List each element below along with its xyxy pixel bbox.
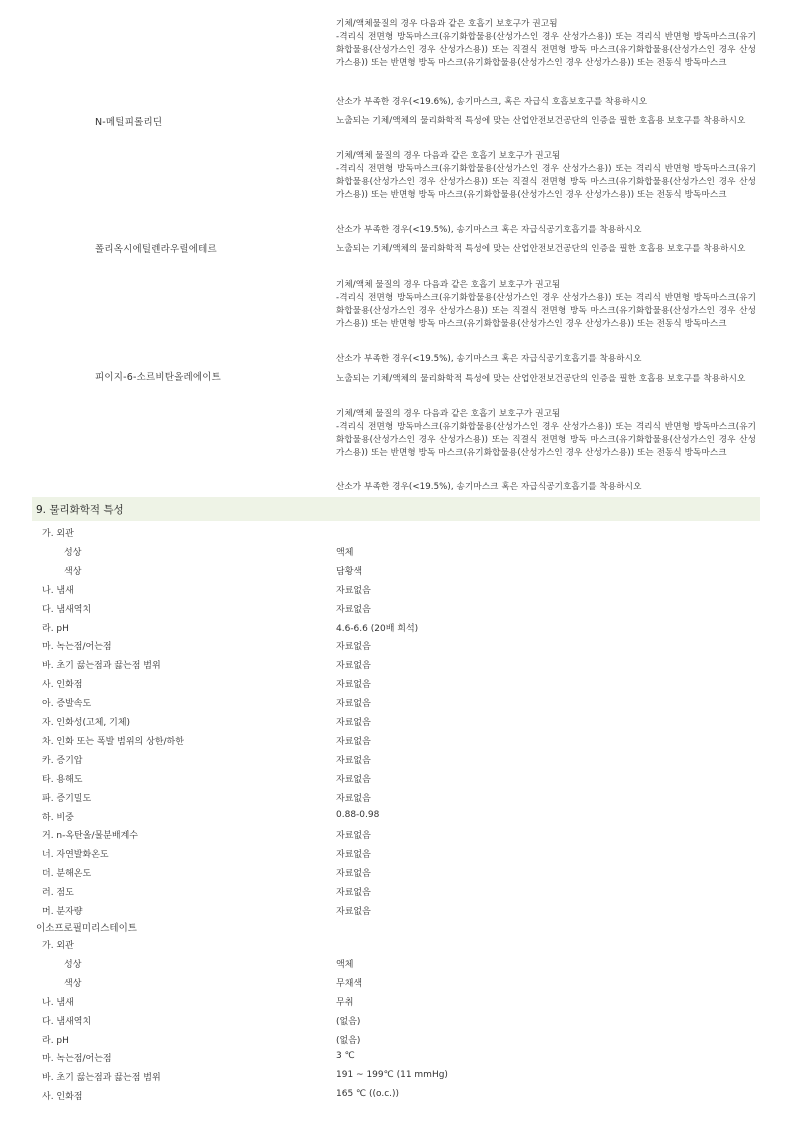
oxygen-deficiency-text: 산소가 부족한 경우(<19.5%), 송기마스크 혹은 자급식공기호흡기를 착용하시오 <box>336 225 642 235</box>
respirator-recommendation-text: 기체/액체 물질의 경우 다음과 같은 호흡기 보호구가 권고됨 -격리식 전면형 방독마스크(유기화합물용(산성가스인 경우 산성가스용)) 또는 격리식 반면형 방독마스크(유기화합물용(산성가스인 경우 산성가스용)) 또는 직결식 전면형 방독 마스크(유기화합물용(산성가스인 경우 산성가스용)) 또는 반면형 방독 마스크(유기화합물용(산성가스인 경우 산성가스용)) 또는 전동식 방독마스크 <box>336 409 756 458</box>
property-row <box>0 677 794 693</box>
property-value: 자료없음 <box>336 718 371 728</box>
property-label: 나. 냄새 <box>42 997 74 1008</box>
property-row <box>0 696 794 712</box>
property-label: 다. 냄새역치 <box>42 604 92 615</box>
property-row <box>0 957 794 973</box>
property-value: 액체 <box>336 959 354 970</box>
property-value: 자료없음 <box>336 831 371 842</box>
property-value: (없음) <box>336 1016 361 1027</box>
certified-respirator-text: 노출되는 기체/액체의 물리화학적 특성에 맞는 산업안전보건공단의 인증을 필한 호흡용 보호구를 착용하시오 <box>336 374 746 384</box>
property-label: 하. 비중 <box>42 812 74 823</box>
property-label: 다. 냄새역치 <box>42 1016 92 1027</box>
property-value: 자료없음 <box>336 907 371 917</box>
property-value: 자료없음 <box>336 585 371 596</box>
respirator-recommendation-text: 기체/액체물질의 경우 다음과 같은 호흡기 보호구가 권고됨 -격리식 전면형 방독마스크(유기화합물용(산성가스인 경우 산성가스용)) 또는 격리식 반면형 방독마스크(유기화합물용(산성가스인 경우 산성가스용)) 또는 직결식 전면형 방독 마스크(유기화합물용(산성가스인 경우 산성가스용)) 또는 반면형 방독 마스크(유기화합물용(산성가스인 경우 산성가스용)) 또는 전동식 방독마스크 <box>336 19 756 68</box>
property-row <box>0 545 794 561</box>
property-label: 머. 분자량 <box>42 907 83 917</box>
property-row <box>0 1070 794 1086</box>
property-row <box>0 564 794 580</box>
property-label: 바. 초기 끓는점과 끓는점 범위 <box>42 661 161 672</box>
property-row <box>0 1014 794 1030</box>
property-label: 가. 외관 <box>42 529 74 539</box>
property-label: 사. 인화점 <box>42 680 83 691</box>
property-label: 카. 증기압 <box>42 755 83 766</box>
property-label: 색상 <box>64 978 82 989</box>
property-row <box>0 938 794 954</box>
property-label: 라. pH <box>42 623 69 634</box>
chemical-name: 피이지-6-소르비탄올레에이트 <box>95 372 222 383</box>
property-value: 자료없음 <box>336 699 371 710</box>
chemical-name: 폴리옥시에틸렌라우릴에테르 <box>95 244 217 255</box>
property-value: 자료없음 <box>336 774 371 785</box>
property-label: 마. 녹는점/어는점 <box>42 642 112 653</box>
property-label: 러. 점도 <box>42 888 74 899</box>
respirator-recommendation-text: 기체/액체 물질의 경우 다음과 같은 호흡기 보호구가 권고됨 -격리식 전면형 방독마스크(유기화합물용(산성가스인 경우 산성가스용)) 또는 격리식 반면형 방독마스크(유기화합물용(산성가스인 경우 산성가스용)) 또는 직결식 전면형 방독 마스크(유기화합물용(산성가스인 경우 산성가스용)) 또는 반면형 방독 마스크(유기화합물용(산성가스인 경우 산성가스용)) 또는 전동식 방독마스크 <box>336 151 756 200</box>
oxygen-deficiency-text: 산소가 부족한 경우(<19.6%), 송기마스크, 혹은 자급식 호흡보호구를 착용하시오 <box>336 97 648 107</box>
property-value: 165 ℃ ((o.c.)) <box>336 1089 400 1100</box>
certified-respirator-text: 노출되는 기체/액체의 물리화학적 특성에 맞는 산업안전보건공단의 인증을 필한 호흡용 보호구를 착용하시오 <box>336 116 746 126</box>
property-value: 자료없음 <box>336 736 371 747</box>
property-row <box>0 639 794 655</box>
property-row <box>0 734 794 750</box>
property-row <box>0 1051 794 1067</box>
property-label: 마. 녹는점/어는점 <box>42 1054 112 1065</box>
oxygen-deficiency-text: 산소가 부족한 경우(<19.5%), 송기마스크 혹은 자급식공기호흡기를 착용하시오 <box>336 482 642 492</box>
property-label: 바. 초기 끓는점과 끓는점 범위 <box>42 1073 161 1084</box>
property-row <box>0 1089 794 1105</box>
property-value: 자료없음 <box>336 755 371 766</box>
property-value: 자료없음 <box>336 869 371 880</box>
property-label: 더. 분해온도 <box>42 869 92 880</box>
property-value: 자료없음 <box>336 793 371 804</box>
property-label: 가. 외관 <box>42 941 74 951</box>
property-row <box>0 976 794 992</box>
property-label: 성상 <box>64 959 82 970</box>
substance-heading: 이소프로필미리스테이트 <box>36 923 137 934</box>
property-label: 타. 용해도 <box>42 774 83 785</box>
property-value: 담황색 <box>336 566 363 577</box>
property-row <box>0 526 794 542</box>
property-row <box>0 753 794 769</box>
property-label: 나. 냄새 <box>42 585 74 596</box>
property-value: 자료없음 <box>336 680 371 691</box>
property-row <box>0 621 794 637</box>
property-label: 차. 인화 또는 폭발 범위의 상한/하한 <box>42 736 184 747</box>
property-row <box>0 715 794 731</box>
property-value: 자료없음 <box>336 661 371 672</box>
property-value: 자료없음 <box>336 604 371 615</box>
property-value: 자료없음 <box>336 850 371 861</box>
property-value: (없음) <box>336 1035 361 1046</box>
property-value: 191 ~ 199℃ (11 mmHg) <box>336 1070 448 1081</box>
property-label: 너. 자연발화온도 <box>42 850 109 861</box>
property-row <box>0 828 794 844</box>
property-label: 색상 <box>64 566 82 577</box>
property-label: 성상 <box>64 547 82 558</box>
property-label: 파. 증기밀도 <box>42 793 92 804</box>
property-label: 자. 인화성(고체, 기체) <box>42 718 131 728</box>
certified-respirator-text: 노출되는 기체/액체의 물리화학적 특성에 맞는 산업안전보건공단의 인증을 필한 호흡용 보호구를 착용하시오 <box>336 244 746 254</box>
property-label: 거. n-옥탄올/물분배계수 <box>42 831 138 842</box>
property-label: 라. pH <box>42 1035 69 1046</box>
chemical-name: N-메틸피롤리딘 <box>95 117 163 128</box>
property-label: 사. 인화점 <box>42 1092 83 1103</box>
property-row <box>0 583 794 599</box>
property-row <box>0 866 794 882</box>
property-row <box>0 810 794 826</box>
property-value: 4.6-6.6 (20배 희석) <box>336 623 419 634</box>
property-value: 3 ℃ <box>336 1051 355 1062</box>
property-row <box>0 847 794 863</box>
section-header <box>32 497 760 521</box>
property-value: 0.88-0.98 <box>336 809 380 820</box>
property-row <box>0 658 794 674</box>
property-label: 아. 증발속도 <box>42 699 92 710</box>
oxygen-deficiency-text: 산소가 부족한 경우(<19.5%), 송기마스크 혹은 자급식공기호흡기를 착용하시오 <box>336 354 642 364</box>
section-title: 9. 물리화학적 특성 <box>36 504 124 516</box>
property-row <box>0 885 794 901</box>
property-value: 자료없음 <box>336 642 371 653</box>
property-value: 액체 <box>336 547 354 558</box>
property-row <box>0 904 794 920</box>
property-value: 무채색 <box>336 978 363 989</box>
property-row <box>0 772 794 788</box>
property-row <box>0 791 794 807</box>
property-row <box>0 602 794 618</box>
respirator-recommendation-text: 기체/액체 물질의 경우 다음과 같은 호흡기 보호구가 권고됨 -격리식 전면형 방독마스크(유기화합물용(산성가스인 경우 산성가스용)) 또는 격리식 반면형 방독마스크(유기화합물용(산성가스인 경우 산성가스용)) 또는 직결식 전면형 방독 마스크(유기화합물용(산성가스인 경우 산성가스용)) 또는 반면형 방독 마스크(유기화합물용(산성가스인 경우 산성가스용)) 또는 전동식 방독마스크 <box>336 280 756 329</box>
property-row <box>0 995 794 1011</box>
property-value: 자료없음 <box>336 888 371 899</box>
property-row <box>0 1033 794 1049</box>
property-value: 무취 <box>336 997 354 1008</box>
